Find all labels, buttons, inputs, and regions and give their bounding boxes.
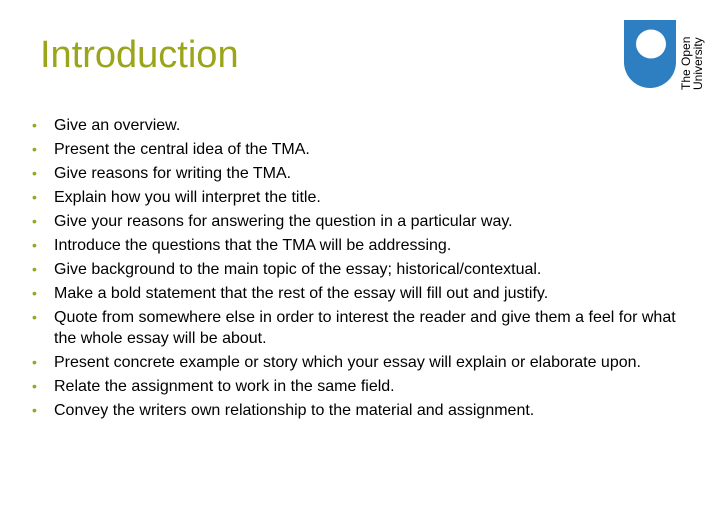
bullet-dot-icon: • (32, 261, 37, 277)
bullet-dot-icon: • (32, 213, 37, 229)
bullet-item (32, 283, 692, 304)
bullet-dot-icon: • (32, 165, 37, 181)
bullet-dot-icon: • (32, 141, 37, 157)
bullet-dot-icon: • (32, 285, 37, 301)
bullet-item (32, 187, 692, 208)
bullet-list (32, 115, 692, 424)
bullet-item (32, 352, 692, 373)
bullet-item (32, 235, 692, 256)
open-university-logo (624, 20, 704, 90)
bullet-text: Give background to the main topic of the essay; historical/contextual. (54, 261, 542, 278)
bullet-dot-icon: • (32, 237, 37, 253)
bullet-dot-icon: • (32, 309, 37, 325)
logo-text-line1: The Open (679, 36, 693, 90)
bullet-text: Relate the assignment to work in the same field. (54, 378, 395, 396)
bullet-text: Give an overview. (54, 117, 181, 134)
bullet-text: Introduce the questions that the TMA will be addressing. (54, 237, 452, 254)
bullet-item (32, 400, 692, 421)
open-university-shield-icon (624, 20, 676, 88)
bullet-text: Give your reasons for answering the question in a particular way. (54, 213, 513, 230)
bullet-item (32, 259, 692, 280)
logo-text-line2: University (691, 37, 705, 90)
bullet-dot-icon: • (32, 378, 37, 395)
bullet-text: Quote from somewhere else in order to interest the reader and give them a feel for what the whole essay will be about. (54, 309, 676, 348)
logo-wordmark (680, 20, 704, 90)
bullet-item (32, 376, 692, 397)
bullet-item (32, 115, 692, 136)
bullet-item (32, 211, 692, 232)
slide-title: Introduction (40, 34, 239, 76)
bullet-item (32, 163, 692, 184)
bullet-dot-icon: • (32, 354, 37, 371)
bullet-text: Present the central idea of the TMA. (54, 141, 310, 158)
bullet-text: Make a bold statement that the rest of the essay will fill out and justify. (54, 285, 549, 302)
bullet-item (32, 139, 692, 160)
bullet-text: Present concrete example or story which your essay will explain or elaborate upon. (54, 354, 641, 372)
bullet-text: Give reasons for writing the TMA. (54, 165, 292, 182)
bullet-dot-icon: • (32, 189, 37, 205)
bullet-text: Explain how you will interpret the title. (54, 189, 321, 206)
bullet-dot-icon: • (32, 117, 37, 133)
bullet-dot-icon: • (32, 402, 37, 419)
bullet-text: Convey the writers own relationship to the material and assignment. (54, 402, 535, 420)
bullet-item (32, 307, 692, 350)
